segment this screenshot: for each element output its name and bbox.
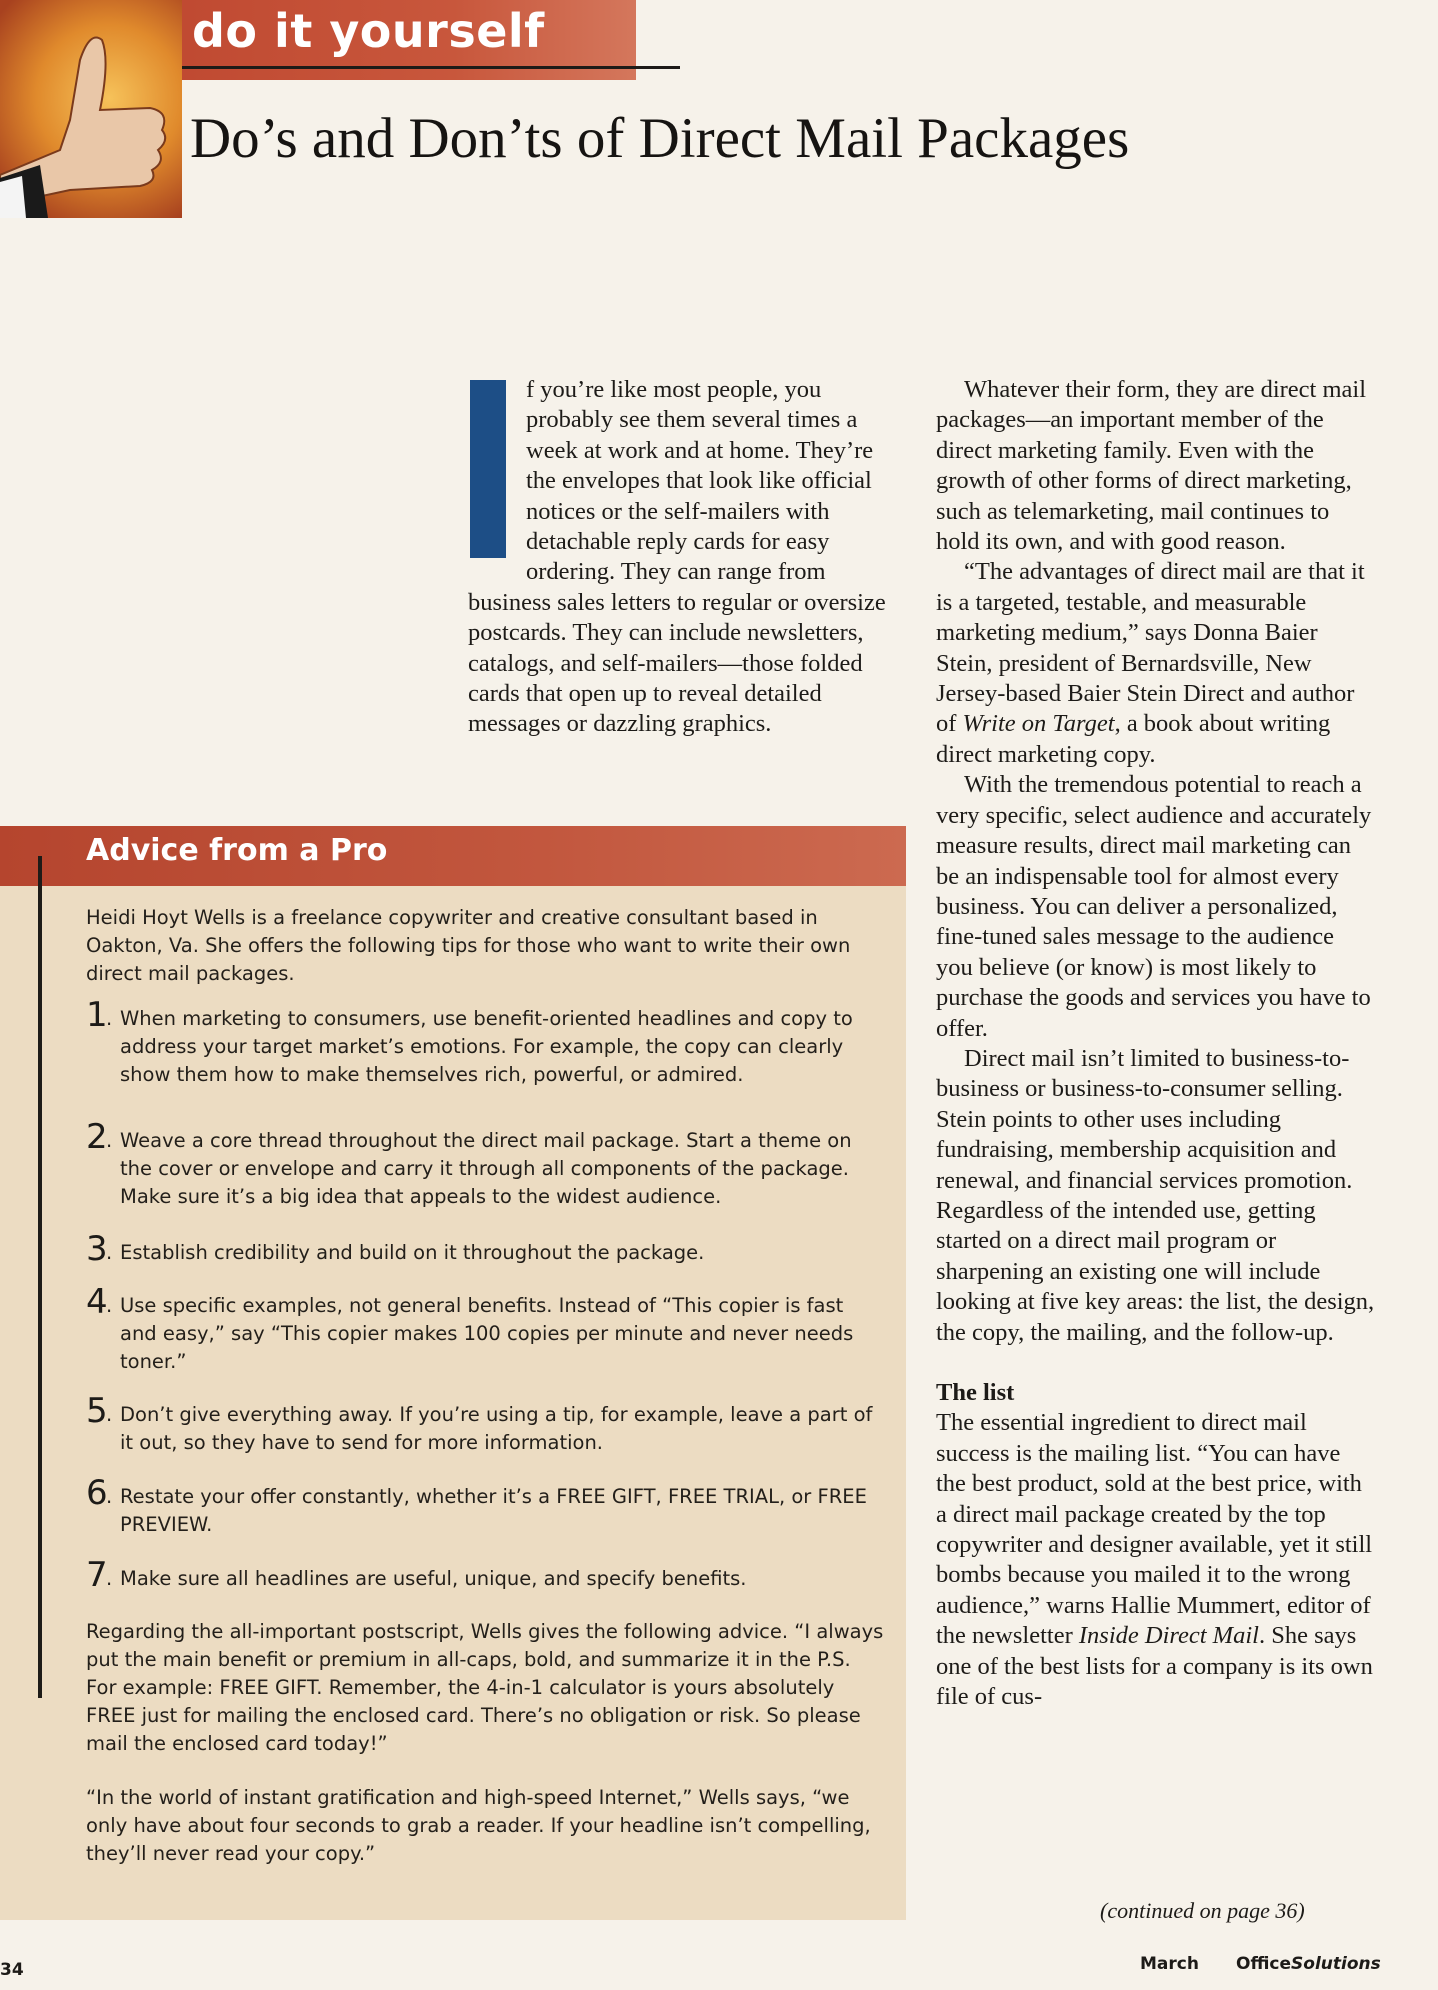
paragraph-1-text: f you’re like most people, you probably see them several times a week at work and at home. They’re the envelopes that look like official notices or the self-mailers with detachable reply cards for easy ordering. They can range from business sales letters to regular or oversize postcards. They can include newsletters, catalogs, and self-mailers—those folded cards that open up to reveal detailed messages or dazzling graphics. [468, 376, 886, 738]
section-label: do it yourself [192, 4, 545, 58]
magazine-name: OfficeSolutions [1236, 1954, 1381, 1974]
tip-6: 6 . Restate your offer constantly, whether it’s a FREE GIFT, FREE TRIAL, or FREE PREVIEW. [86, 1483, 886, 1539]
article-paragraph-3: “The advantages of direct mail are that it is a targeted, testable, and measurable marketing medium,” says Donna Baier Stein, president of Bernardsville, New Jersey-based Baier Stein Direct and author of Write on Target, a book about writing direct marketing copy. [936, 558, 1365, 768]
sidebar-intro: Heidi Hoyt Wells is a freelance copywriter and creative consultant based in Oakton, Va. She offers the following tips for those who want to write their own direct mail packages. [86, 906, 851, 985]
sidebar-title: Advice from a Pro [86, 833, 388, 868]
tip-number: 2 [86, 1117, 108, 1157]
article-column-2 [936, 375, 1376, 1712]
article-paragraph-4: With the tremendous potential to reach a very specific, select audience and accurately measure results, direct mail marketing can be an indispensable tool for almost every business. You can deliver a personalized, fine-tuned sales message to the audience you believe (or know) is most likely to purchase the goods and services you have to offer. [936, 771, 1372, 1042]
article-paragraph-1 [468, 375, 900, 740]
tip-4: 4 . Use specific examples, not general benefits. Instead of “This copier is fast and easy,” say “This copier makes 100 copies per minute and never needs toner.” [86, 1292, 886, 1376]
tip-text: Don’t give everything away. If you’re using a tip, for example, leave a part of it out, so they have to send for more information. [120, 1403, 873, 1454]
footer-month: March [1140, 1954, 1199, 1974]
subhead-the-list: The list [936, 1379, 1015, 1406]
tip-text: Establish credibility and build on it throughout the package. [120, 1241, 705, 1264]
section-rule [182, 66, 680, 69]
tip-number: 1 [86, 995, 108, 1035]
tip-number: 5 [86, 1391, 108, 1431]
sidebar-postscript-advice: Regarding the all-important postscript, Wells gives the following advice. “I always put the main benefit or premium in all-caps, bold, and summarize it in the P.S. For example: FREE GIFT. Remember, the 4-in-1 calculator is yours absolutely FREE just for mailing the enclosed card. There’s no obligation or risk. So please mail the enclosed card today!” [86, 1620, 884, 1755]
tip-text: Make sure all headlines are useful, unique, and specify benefits. [120, 1567, 747, 1590]
article-column-1 [468, 375, 900, 740]
article-paragraph-5: Direct mail isn’t limited to business-to-business or business-to-consumer selling. Stein points to other uses including fundraising, membership acquisition and renewal, and financial services promotion. Regardless of the intended use, getting started on a direct mail program or sharpening an existing one will include looking at five key areas: the list, the design, the copy, the mailing, and the follow-up. [936, 1044, 1375, 1346]
tip-text: When marketing to consumers, use benefit-oriented headlines and copy to address your target market’s emotions. For example, the copy can clearly show them how to make themselves rich, powerful, or admired. [120, 1007, 853, 1086]
article-paragraph-2: Whatever their form, they are direct mail packages—an important member of the direct marketing family. Even with the growth of other forms of direct marketing, such as telemarketing, mail continues to hold its own, and with good reason. [936, 376, 1367, 556]
tip-1: 1 . When marketing to consumers, use benefit-oriented headlines and copy to address your target market’s emotions. For example, the copy can clearly show them how to make themselves rich, powerful, or admired. [86, 1005, 886, 1089]
tip-7: 7 . Make sure all headlines are useful, unique, and specify benefits. [86, 1565, 886, 1593]
sidebar-closing-quote: “In the world of instant gratification and high-speed Internet,” Wells says, “we only have about four seconds to grab a reader. If your headline isn’t compelling, they’ll never read your copy.” [86, 1786, 871, 1865]
tip-2: 2 . Weave a core thread throughout the direct mail package. Start a theme on the cover or envelope and carry it through all components of the package. Make sure it’s a big idea that appeals to the widest audience. [86, 1127, 886, 1211]
tip-number: 6 [86, 1473, 108, 1513]
article-paragraph-6: The essential ingredient to direct mail success is the mailing list. “You can have the best product, sold at the best price, with a direct mail package created by the top copywriter and designer available, yet it still bombs because you mailed it to the wrong audience,” warns Hallie Mummert, editor of the newsletter Inside Direct Mail. She says one of the best lists for a company is its own file of cus- [936, 1409, 1373, 1711]
tip-5: 5 . Don’t give everything away. If you’re using a tip, for example, leave a part of it out, so they have to send for more information. [86, 1401, 886, 1457]
sidebar-rule [38, 856, 42, 1698]
sidebar-header [0, 826, 906, 886]
continued-note: (continued on page 36) [1100, 1898, 1305, 1923]
tip-number: 7 [86, 1555, 108, 1595]
article-headline: Do’s and Don’ts of Direct Mail Packages [190, 107, 1130, 170]
tip-number: 4 [86, 1282, 108, 1322]
tip-text: Weave a core thread throughout the direct mail package. Start a theme on the cover or envelope and carry it through all components of the package. Make sure it’s a big idea that appeals to the widest audience. [120, 1129, 852, 1208]
dropcap [470, 380, 506, 558]
thumbs-up-icon [0, 0, 182, 218]
book-title: Write on Target [962, 710, 1115, 738]
tip-3: 3 . Establish credibility and build on it throughout the package. [86, 1239, 886, 1267]
tip-number: 3 [86, 1229, 108, 1269]
page-number: 34 [0, 1960, 24, 1980]
tip-text: Use specific examples, not general benefits. Instead of “This copier is fast and easy,” say “This copier makes 100 copies per minute and never needs toner.” [120, 1294, 854, 1373]
newsletter-title: Inside Direct Mail [1078, 1622, 1259, 1650]
thumbs-up-photo [0, 0, 182, 218]
tip-text: Restate your offer constantly, whether it’s a FREE GIFT, FREE TRIAL, or FREE PREVIEW. [120, 1485, 867, 1536]
